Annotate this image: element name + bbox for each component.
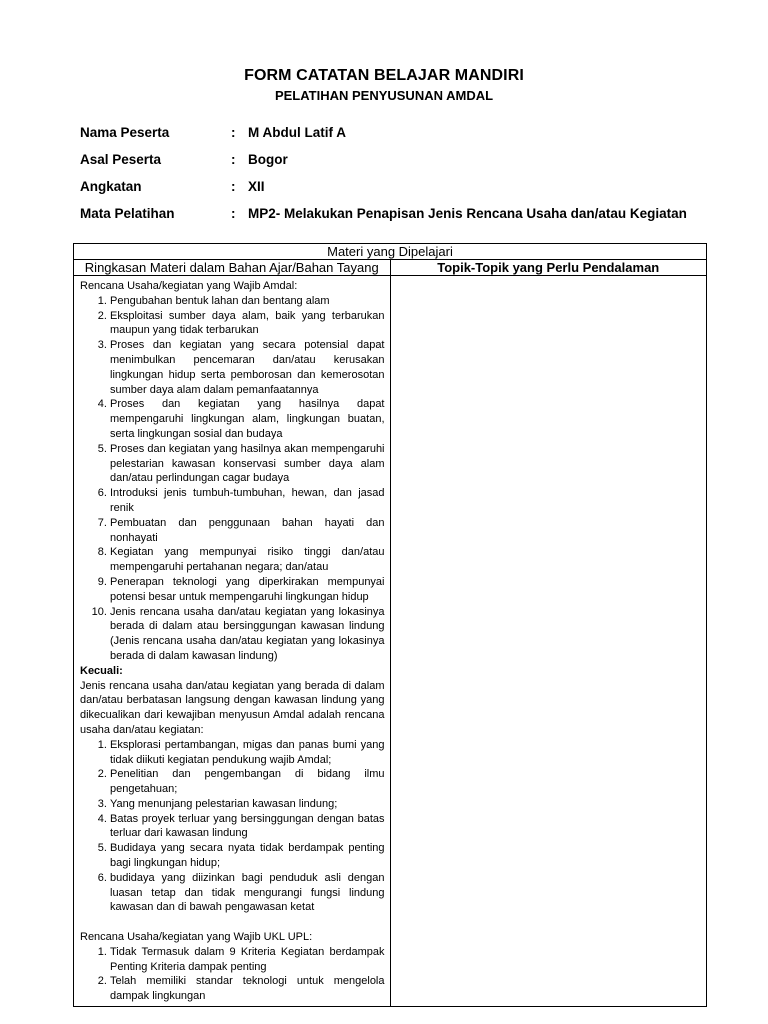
info-row-angkatan (80, 178, 740, 205)
list-item: 8. Kegiatan yang mempunyai risiko tinggi dan/atau mempengaruhi pertahanan negara; dan/atau (110, 545, 385, 575)
list-item: 4. Batas proyek terluar yang bersinggungan dengan batas terluar dari kawasan lindung (110, 812, 385, 842)
ukl-heading: Rencana Usaha/kegiatan yang Wajib UKL UPL: (80, 931, 313, 944)
list-item: 2. Eksploitasi sumber daya alam, baik yang terbarukan maupun yang tidak terbarukan (110, 309, 385, 339)
info-label: Mata Pelatihan (80, 206, 175, 221)
column-header-ringkasan: Ringkasan Materi dalam Bahan Ajar/Bahan Tayang (74, 260, 391, 276)
kecuali-text: Jenis rencana usaha dan/atau kegiatan yang berada di dalam dan/atau berbatasan langsung dengan kawasan lindung yang dikecualikan dari kewajiban menyusun Amdal adalah rencana usaha dan/atau kegiatan: (80, 679, 385, 736)
list-item: 9. Penerapan teknologi yang diperkirakan mempunyai potensi besar untuk mempengaruhi lingkungan hidup (110, 575, 385, 605)
table-header-materi: Materi yang Dipelajari (74, 244, 707, 260)
list-item: 2. Penelitian dan pengembangan di bidang ilmu pengetahuan; (110, 767, 385, 797)
list-item: 2. Telah memiliki standar teknologi untuk mengelola dampak lingkungan (110, 974, 385, 1004)
info-label: Angkatan (80, 179, 142, 194)
list-item: 1. Tidak Termasuk dalam 9 Kriteria Kegiatan berdampak Penting Kriteria dampak penting (110, 945, 385, 975)
wajib-amdal-heading: Rencana Usaha/kegiatan yang Wajib Amdal: (80, 280, 298, 292)
topik-cell (390, 276, 707, 1007)
info-label: Nama Peserta (80, 125, 170, 140)
ukl-list (80, 945, 385, 1004)
info-colon: : (231, 152, 236, 167)
list-item: 3. Yang menunjang pelestarian kawasan lindung; (110, 797, 385, 812)
info-colon: : (231, 206, 236, 221)
list-item: 7. Pembuatan dan penggunaan bahan hayati dan nonhayati (110, 516, 385, 546)
list-item: 1. Pengubahan bentuk lahan dan bentang alam (110, 294, 385, 309)
form-subtitle: PELATIHAN PENYUSUNAN AMDAL (274, 88, 494, 103)
kecuali-label: Kecuali: (80, 664, 123, 677)
column-header-topik: Topik-Topik yang Perlu Pendalaman (390, 260, 707, 276)
info-value: Bogor (248, 152, 288, 167)
form-title: FORM CATATAN BELAJAR MANDIRI (244, 67, 524, 84)
list-item: 6. budidaya yang diizinkan bagi penduduk asli dengan luasan tetap dan tidak mengurangi fungsi lindung kawasan dan di bawah pengawasan ketat (110, 871, 385, 915)
kecuali-list (80, 738, 385, 916)
info-row-mata-pelatihan (80, 205, 740, 232)
participant-info (80, 124, 740, 232)
info-row-asal (80, 151, 740, 178)
list-item: 5. Proses dan kegiatan yang hasilnya akan mempengaruhi pelestarian kawasan konservasi sumber daya alam dan/atau perlindungan cagar budaya (110, 442, 385, 486)
list-item: 1. Eksplorasi pertambangan, migas dan panas bumi yang tidak diikuti kegiatan pendukung wajib Amdal; (110, 738, 385, 768)
info-label: Asal Peserta (80, 152, 162, 167)
info-row-nama (80, 124, 740, 151)
list-item: 5. Budidaya yang secara nyata tidak berdampak penting bagi lingkungan hidup; (110, 841, 385, 871)
blank-line (80, 915, 385, 930)
info-colon: : (231, 179, 236, 194)
info-value: XII (248, 179, 265, 194)
materi-table (73, 243, 707, 1007)
wajib-amdal-list (80, 294, 385, 664)
list-item: 6. Introduksi jenis tumbuh-tumbuhan, hewan, dan jasad renik (110, 486, 385, 516)
info-colon: : (231, 125, 236, 140)
info-value: M Abdul Latif A (248, 125, 346, 140)
list-item: 10. Jenis rencana usaha dan/atau kegiatan yang lokasinya berada di dalam atau bersinggungan kawasan lindung (Jenis rencana usaha dan/atau kegiatan yang lokasinya berada di dalam kawasan lindung) (110, 605, 385, 664)
list-item: 3. Proses dan kegiatan yang secara potensial dapat menimbulkan pencemaran dan/atau kerusakan lingkungan hidup serta pemborosan dan kemerosotan sumber daya alam dalam pemanfaatannya (110, 338, 385, 397)
info-value: MP2- Melakukan Penapisan Jenis Rencana Usaha dan/atau Kegiatan (248, 206, 687, 221)
ringkasan-cell (74, 276, 391, 1007)
list-item: 4. Proses dan kegiatan yang hasilnya dapat mempengaruhi lingkungan alam, lingkungan buatan, serta lingkungan sosial dan budaya (110, 397, 385, 441)
